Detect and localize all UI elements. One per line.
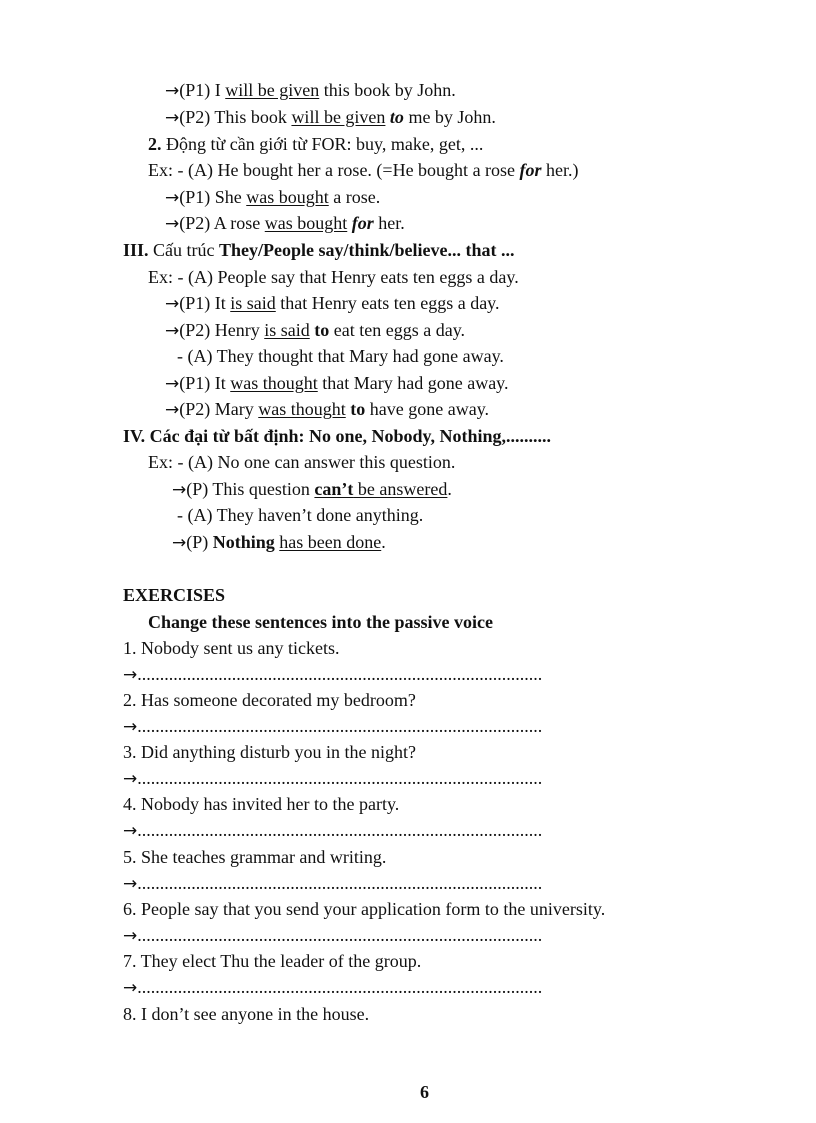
section-iv-p-done: →(P) Nothing has been done. [172,532,386,553]
exercise-item: 8. I don’t see anyone in the house. [123,1004,370,1024]
arrow-icon: → [123,665,138,685]
exercises-title: EXERCISES [123,585,226,605]
arrow-icon: → [123,821,138,841]
example-p2-bought: →(P2) A rose was bought for her. [165,213,405,234]
answer-line: →.......................................................................................... [123,873,543,894]
arrow-icon: → [123,978,138,998]
answer-line: →.......................................................................................... [123,664,543,685]
answer-line: →.......................................................................................... [123,768,543,789]
section-iii-example-active-2: - (A) They thought that Mary had gone away. [177,346,504,366]
example-p1-given: →(P1) I will be given this book by John. [165,80,456,101]
section-iii-p1-thought: →(P1) It was thought that Mary had gone away. [165,373,509,394]
arrow-icon: → [172,480,187,500]
exercise-item: 3. Did anything disturb you in the night? [123,742,416,762]
arrow-icon: → [165,400,180,420]
answer-line: →.......................................................................................... [123,820,543,841]
answer-line: →.......................................................................................... [123,716,543,737]
arrow-icon: → [165,374,180,394]
answer-line: →.......................................................................................... [123,925,543,946]
section-iii-example-active: Ex: - (A) People say that Henry eats ten eggs a day. [148,267,519,287]
example-p1-bought: →(P1) She was bought a rose. [165,187,381,208]
arrow-icon: → [165,81,180,101]
example-p2-given: →(P2) This book will be given to me by John. [165,107,496,128]
answer-line: →.......................................................................................... [123,977,543,998]
exercise-item: 5. She teaches grammar and writing. [123,847,387,867]
arrow-icon: → [172,533,187,553]
exercise-item: 4. Nobody has invited her to the party. [123,794,400,814]
arrow-icon: → [123,874,138,894]
example-active-bought: Ex: - (A) He bought her a rose. (=He bought a rose for her.) [148,160,579,180]
section-iv-heading: IV. Các đại từ bất định: No one, Nobody, Nothing,.......... [123,426,552,446]
section-iv-example-active-2: - (A) They haven’t done anything. [177,505,424,525]
section-iii-p2-thought: →(P2) Mary was thought to have gone away. [165,399,490,420]
arrow-icon: → [165,108,180,128]
section-iv-p-answered: →(P) This question can’t be answered. [172,479,452,500]
section-iii-heading: III. Cấu trúc They/People say/think/believe... that ... [123,240,515,260]
arrow-icon: → [165,321,180,341]
arrow-icon: → [165,214,180,234]
section-iv-example-active: Ex: - (A) No one can answer this question. [148,452,456,472]
arrow-icon: → [165,294,180,314]
exercise-item: 6. People say that you send your application form to the university. [123,899,606,919]
for-verbs-heading: 2. Động từ cần giới từ FOR: buy, make, get, ... [148,134,484,154]
exercise-item: 2. Has someone decorated my bedroom? [123,690,416,710]
arrow-icon: → [123,926,138,946]
section-iii-p2-said: →(P2) Henry is said to eat ten eggs a day. [165,320,466,341]
section-iii-p1-said: →(P1) It is said that Henry eats ten eggs a day. [165,293,500,314]
exercise-item: 1. Nobody sent us any tickets. [123,638,340,658]
arrow-icon: → [123,769,138,789]
exercise-item: 7. They elect Thu the leader of the group. [123,951,422,971]
exercises-instruction: Change these sentences into the passive voice [148,612,493,632]
arrow-icon: → [165,188,180,208]
arrow-icon: → [123,717,138,737]
page-number: 6 [420,1082,429,1102]
